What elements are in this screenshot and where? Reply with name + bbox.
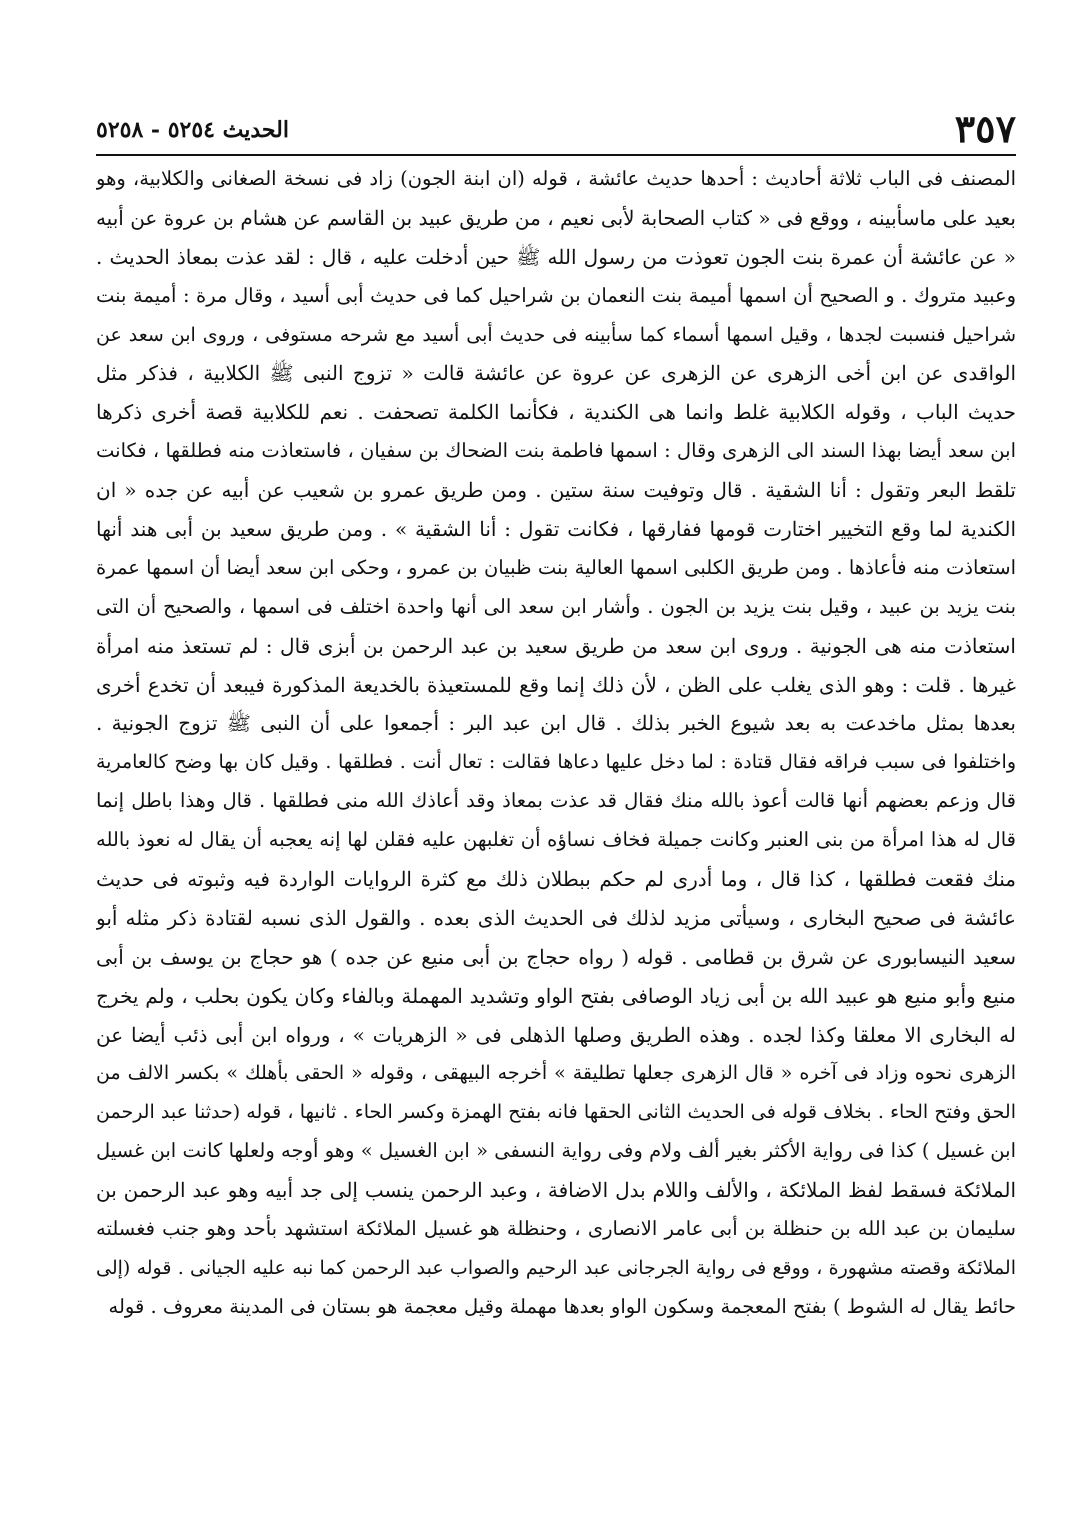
text-line: له البخارى الا معلقا وكذا لجده . وهذه الطريق وصلها الذهلى فى « الزهريات » ، ورواه ابن أبى ذئب أيضا عن xyxy=(96,1022,1016,1047)
text-line: الكندية لما وقع التخيير اختارت قومها ففارقها ، فكانت تقول : أنا الشقية » . ومن طريق سعيد بن أبى هند أنها xyxy=(96,517,1016,542)
text-line: حديث الباب ، وقوله الكلابية غلط وانما هى الكندية ، فكأنما الكلمة تصحفت . نعم للكلابية قصة أخرى ذكرها xyxy=(96,400,1016,425)
text-line: الواقدى عن ابن أخى الزهرى عن الزهرى عن عروة عن عائشة قالت « تزوج النبى ﷺ الكلابية ، فذكر مثل xyxy=(96,361,1016,386)
text-line: تلقط البعر وتقول : أنا الشقية . قال وتوفيت سنة ستين . ومن طريق عمرو بن شعيب عن أبيه عن جده « ان xyxy=(96,478,1016,503)
text-line: الزهرى نحوه وزاد فى آخره « قال الزهرى جعلها تطليقة » أخرجه البيهقى ، وقوله « الحقى بأهلك » بكسر الالف من xyxy=(96,1062,1016,1085)
text-line: استعاذت منه هى الجونية . وروى ابن سعد من طريق سعيد بن عبد الرحمن بن أبزى قال : لم تستعذ منه امرأة xyxy=(96,633,1016,658)
text-line: قال وزعم بعضهم أنها قالت أعوذ بالله منك فقال قد عذت بمعاذ وقد أعاذك الله منى فطلقها . قال وهذا باطل إنما xyxy=(96,789,1016,813)
text-line: سعيد النيسابورى عن شرق بن قطامى . قوله ( رواه حجاج بن أبى منيع عن جده ) هو حجاج بن يوسف بن أبى xyxy=(96,944,1016,969)
text-line: سليمان بن عبد الله بن حنظلة بن أبى عامر الانصارى ، وحنظلة هو غسيل الملائكة استشهد بأحد وهو جنب فغسلته xyxy=(96,1217,1016,1241)
text-line: بعيد على ماسأبينه ، ووقع فى « كتاب الصحابة لأبى نعيم ، من طريق عبيد بن القاسم عن هشام بن عروة عن أبيه xyxy=(96,205,1016,230)
text-line: واختلفوا فى سبب فراقه فقال قتادة : لما دخل عليها دعاها فقالت : تعال أنت . فطلقها . وقيل كان بها وضح كالعامرية xyxy=(96,751,1016,774)
text-line: حائط يقال له الشوط ) بفتح المعجمة وسكون الواو بعدها مهملة وقيل معجمة هو بستان فى المدينة معروف . قوله xyxy=(108,1294,1016,1318)
text-line: ابن غسيل ) كذا فى رواية الأكثر بغير ألف ولام وفى رواية النسفى « ابن الغسيل » وهو أوجه ولعلها كانت ابن غسيل xyxy=(96,1139,1016,1163)
page-number: ٣٥٧ xyxy=(954,106,1016,151)
body-text xyxy=(96,160,1016,1327)
header-rule xyxy=(96,154,1016,156)
page-header xyxy=(96,104,1016,154)
text-line: الحق وفتح الحاء . بخلاف قوله فى الحديث الثانى الحقها فانه بفتح الهمزة وكسر الحاء . ثانيها ، قوله (حدثنا عبد الرحمن xyxy=(96,1101,1016,1124)
text-line: الملائكة فسقط لفظ الملائكة ، والألف واللام بدل الاضافة ، وعبد الرحمن ينسب إلى جد أبيه وهو عبد الرحمن بن xyxy=(96,1178,1016,1203)
text-line: منيع وأبو منيع هو عبيد الله بن أبى زياد الوصافى بفتح الواو وتشديد المهملة وبالفاء وكان يكون بحلب ، ولم يخرج xyxy=(96,983,1016,1008)
text-line: بنت يزيد بن عبيد ، وقيل بنت يزيد بن الجون . وأشار ابن سعد الى أنها واحدة اختلف فى اسمها ، والصحيح أن التى xyxy=(96,594,1016,618)
text-line: « عن عائشة أن عمرة بنت الجون تعوذت من رسول الله ﷺ حين أدخلت عليه ، قال : لقد عذت بمعاذ الحديث . xyxy=(96,244,1016,269)
text-line: استعاذت منه فأعاذها . ومن طريق الكلبى اسمها العالية بنت ظبيان بن عمرو ، وحكى ابن سعد أيضا أن اسمها عمرة xyxy=(96,555,1016,579)
text-line: بعدها بمثل ماخدعت به بعد شيوع الخبر بذلك . قال ابن عبد البر : أجمعوا على أن النبى ﷺ تزوج الجونية . xyxy=(96,711,1016,736)
text-line: قال له هذا امرأة من بنى العنبر وكانت جميلة فخاف نساؤه أن تغلبهن عليه فقلن لها إنه يعجبه أن يقال له نعوذ بالله xyxy=(96,828,1016,852)
text-line: غيرها . قلت : وهو الذى يغلب على الظن ، لأن ذلك إنما وقع للمستعيذة بالخديعة المذكورة فيبعد أن تخدع أخرى xyxy=(96,672,1016,697)
text-line: عائشة فى صحيح البخارى ، وسيأتى مزيد لذلك فى الحديث الذى بعده . والقول الذى نسبه لقتادة ذكر مثله أبو xyxy=(96,905,1016,930)
text-line: المصنف فى الباب ثلاثة أحاديث : أحدها حديث عائشة ، قوله (ان ابنة الجون) زاد فى نسخة الصغانى والكلابية، وهو xyxy=(96,167,1016,190)
text-line: وعبيد متروك . و الصحيح أن اسمها أميمة بنت النعمان بن شراحيل كما فى حديث أبى أسيد ، وقال مرة : أميمة بنت xyxy=(96,283,1016,307)
text-line: ابن سعد أيضا بهذا السند الى الزهرى وقال : اسمها فاطمة بنت الضحاك بن سفيان ، فاستعاذت منه فطلقها ، فكانت xyxy=(96,439,1016,463)
text-line: الملائكة وقصته مشهورة ، ووقع فى رواية الجرجانى عبد الرحيم والصواب عبد الرحمن كما نبه عليه الجيانى . قوله (إلى xyxy=(96,1256,1016,1279)
text-line: منك فقعت فطلقها ، كذا قال ، وما أدرى لم حكم ببطلان ذلك مع كثرة الروايات الواردة فيه وثبوته فى حديث xyxy=(96,867,1016,892)
text-line: شراحيل فنسبت لجدها ، وقيل اسمها أسماء كما سأبينه فى حديث أبى أسيد مع شرحه مستوفى ، وروى ابن سعد عن xyxy=(96,323,1016,346)
running-head: الحديث ٥٢٥٤ - ٥٢٥٨ xyxy=(96,117,289,143)
